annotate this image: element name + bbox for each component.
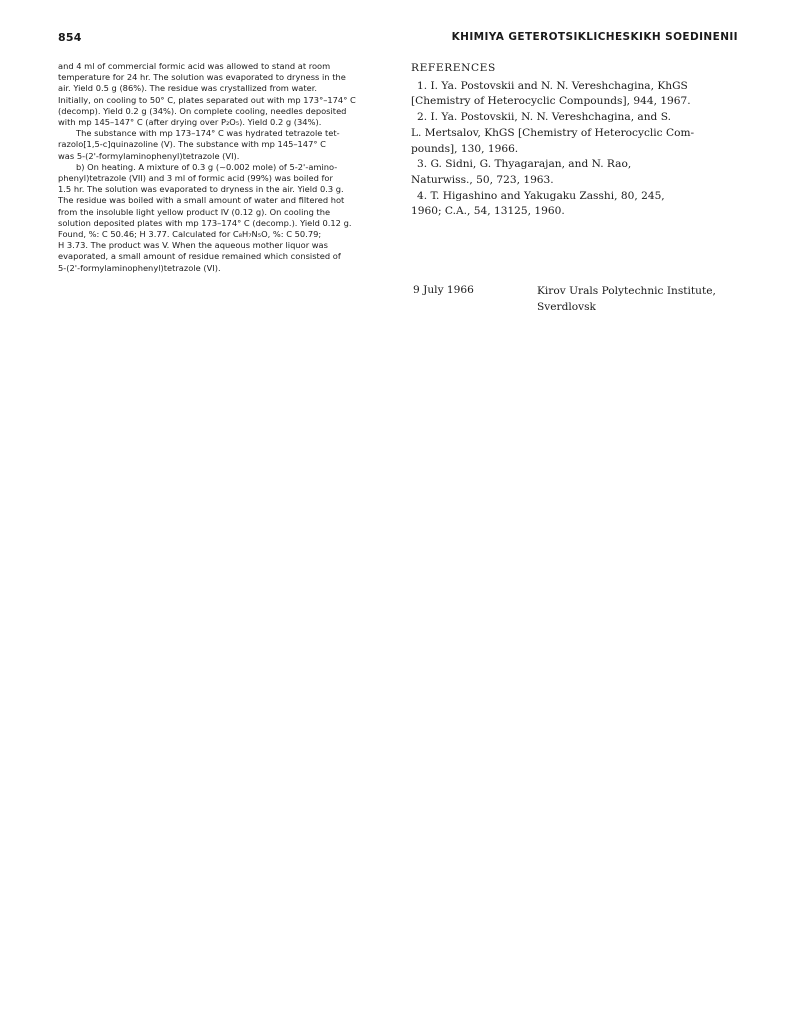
- body-text-line: The substance with mp 173–174° C was hydrated tetrazole tet-: [76, 128, 340, 139]
- institution-line: Sverdlovsk: [537, 300, 596, 313]
- body-text-left-column: [58, 61, 398, 274]
- reference-line: pounds], 130, 1966.: [411, 142, 519, 155]
- page-number: 854: [58, 31, 82, 44]
- submission-date: 9 July 1966: [413, 284, 474, 296]
- body-text-line: solution deposited plates with mp 173–174° C (decomp.). Yield 0.12 g.: [58, 217, 352, 228]
- reference-item: [411, 157, 756, 188]
- reference-line: Naturwiss., 50, 723, 1963.: [411, 173, 554, 186]
- body-text-line: with mp 145–147° C (after drying over P₂O₅). Yield 0.2 g (34%).: [58, 117, 322, 128]
- references-heading: REFERENCES: [411, 62, 496, 74]
- body-text-line: phenyl)tetrazole (VII) and 3 ml of formic acid (99%) was boiled for: [58, 173, 333, 184]
- reference-item: [411, 110, 756, 157]
- body-text-line: (decomp). Yield 0.2 g (34%). On complete cooling, needles deposited: [58, 105, 347, 116]
- body-text-line: Found, %: C 50.46; H 3.77. Calculated for C₈H₇N₅O, %: C 50.79;: [58, 229, 322, 240]
- reference-line: [Chemistry of Heterocyclic Compounds], 944, 1967.: [411, 95, 691, 108]
- reference-item: [411, 79, 756, 110]
- body-text-line: b) On heating. A mixture of 0.3 g (~0.002 mole) of 5-2'-amino-: [76, 161, 338, 172]
- reference-item: [411, 189, 756, 220]
- running-head: KHIMIYA GETEROTSIKLICHESKIKH SOEDINENII: [451, 31, 738, 43]
- reference-line: 1960; C.A., 54, 13125, 1960.: [411, 205, 565, 218]
- reference-line: 4. T. Higashino and Yakugaku Zasshi, 80, 245,: [417, 189, 665, 202]
- body-text-line: The residue was boiled with a small amount of water and filtered hot: [58, 195, 345, 206]
- reference-line: 2. I. Ya. Postovskii, N. N. Vereshchagina, and S.: [417, 111, 671, 124]
- institution-line: Kirov Urals Polytechnic Institute,: [537, 285, 716, 297]
- body-text-line: temperature for 24 hr. The solution was evaporated to dryness in the: [58, 72, 346, 83]
- body-text-line: H 3.73. The product was V. When the aqueous mother liquor was: [58, 240, 328, 251]
- body-text-line: razolo[1,5-c]quinazoline (V). The substance with mp 145–147° C: [58, 139, 326, 150]
- body-text-line: Initially, on cooling to 50° C, plates separated out with mp 173°–174° C: [58, 94, 356, 105]
- references-list: [411, 79, 756, 220]
- reference-line: 1. I. Ya. Postovskii and N. N. Vereshchagina, KhGS: [417, 79, 688, 92]
- body-text-line: was 5-(2'-formylaminophenyl)tetrazole (VI).: [58, 150, 240, 161]
- body-text-line: from the insoluble light yellow product IV (0.12 g). On cooling the: [58, 206, 331, 217]
- institution-block: [537, 284, 757, 315]
- body-text-line: air. Yield 0.5 g (86%). The residue was crystallized from water.: [58, 83, 318, 94]
- body-text-line: and 4 ml of commercial formic acid was allowed to stand at room: [58, 61, 331, 71]
- body-text-line: 5-(2'-formylaminophenyl)tetrazole (VI).: [58, 262, 221, 273]
- references-section: [411, 61, 756, 220]
- body-text-line: evaporated, a small amount of residue remained which consisted of: [58, 251, 341, 262]
- reference-line: L. Mertsalov, KhGS [Chemistry of Heterocyclic Com-: [411, 126, 695, 139]
- reference-line: 3. G. Sidni, G. Thyagarajan, and N. Rao,: [417, 158, 632, 171]
- body-text-line: 1.5 hr. The solution was evaporated to dryness in the air. Yield 0.3 g.: [58, 184, 344, 195]
